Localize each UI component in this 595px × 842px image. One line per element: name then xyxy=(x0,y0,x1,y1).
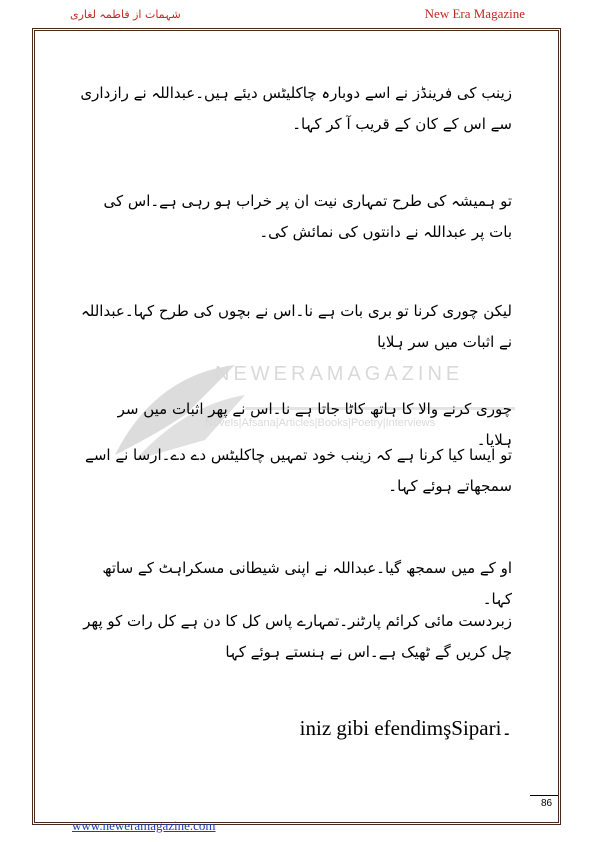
page-number: 86 xyxy=(541,798,553,809)
paragraph-2: تو ہمیشہ کی طرح تمہاری نیت ان پر خراب ہو رہی ہے۔اس کی بات پر عبداللہ نے دانتوں کی نمائش کی۔ xyxy=(103,192,512,241)
page-number-rule xyxy=(530,795,558,796)
paragraph-3: لیکن چوری کرنا تو بری بات ہے نا۔اس نے بچوں کی طرح کہا۔عبداللہ نے اثبات میں سر ہلایا xyxy=(80,302,512,351)
paragraph-4: چوری کرنے والا کا ہاتھ کاٹا جاتا ہے نا۔اس نے پھر اثبات میں سر ہلایا۔ xyxy=(117,400,512,449)
header-magazine-title: New Era Magazine xyxy=(424,6,525,21)
paragraph-5: تو ایسا کیا کرنا ہے کہ زینب خود تمہیں چاکلیٹس دے دے۔ارسا نے اسے سمجھاتے ہوئے کہا۔ xyxy=(85,446,512,495)
watermark-subtitle: Novels|Afsana|Articles|Books|Poetry|Interviews xyxy=(205,417,436,429)
latin-text: iniz gibi efendimşSipari xyxy=(299,716,502,740)
footer-website-link[interactable]: www.neweramagazine.com xyxy=(72,818,216,833)
paragraph-1: زینب کی فرینڈز نے اسے دوبارہ چاکلیٹس دیئے ہیں۔عبداللہ نے رازداری سے اس کے کان کے قریب آ کر کہا۔ xyxy=(80,84,512,133)
watermark-title: NEWERAMAGAZINE xyxy=(215,363,464,385)
latin-text-line xyxy=(300,716,512,741)
latin-trailing-mark: ۔ xyxy=(501,719,512,739)
header-author-title: شہمات از فاطمہ لغاری xyxy=(70,8,181,21)
paragraph-7: زبردست مائی کرائم پارٹنر۔تمہارے پاس کل کا دن ہے کل رات کو پھر چل کریں گے ٹھیک ہے۔اس نے ہنستے ہوئے کہا xyxy=(83,612,512,661)
paragraph-6: او کے میں سمجھ گیا۔عبداللہ نے اپنی شیطانی مسکراہٹ کے ساتھ کہا۔ xyxy=(102,559,512,608)
